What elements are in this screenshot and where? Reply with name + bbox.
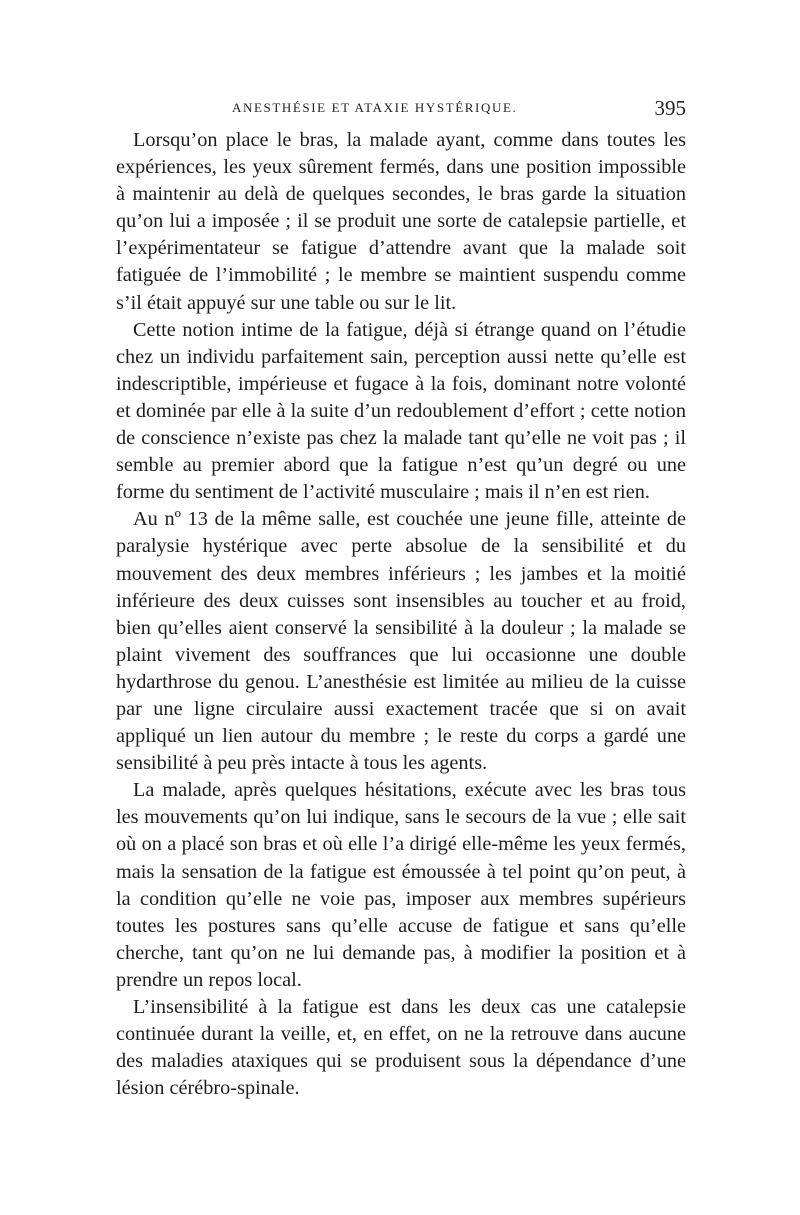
paragraph: Au nº 13 de la même salle, est couchée une jeune fille, atteinte de paralysie hystérique avec perte absolue de la sensibilité et du mouvement des deux membres inférieurs ; les jambes et la moitié inférieure des deux cuisses sont insensibles au toucher et au froid, bien qu’elles aient conservé la sensibilité à la douleur ; la malade se plaint vivement des souffrances que lui occasionne une double hydarthrose du genou. L’anesthésie est limitée au milieu de la cuisse par une ligne circulaire aussi exactement tracée que si on avait appliqué un lien autour du membre ; le reste du corps a gardé une sensibilité à peu près intacte à tous les agents. [116,508,686,775]
running-title: ANESTHÉSIE ET ATAXIE HYSTÉRIQUE. [232,100,518,115]
paragraph: La malade, après quelques hésitations, exécute avec les bras tous les mouvements qu’on lui indique, sans le secours de la vue ; elle sait où on a placé son bras et où elle l’a dirigé elle-même les yeux fermés, mais la sensation de la fatigue est émoussée à tel point qu’on peut, à la condition qu’elle ne voie pas, imposer aux membres supérieurs toutes les postures sans qu’elle accuse de fatigue et sans qu’elle cherche, tant qu’on ne lui demande pas, à modifier la position et à prendre un repos local. [116,779,686,991]
paragraph: Cette notion intime de la fatigue, déjà si étrange quand on l’étudie chez un individu parfaitement sain, perception aussi nette qu’elle est indescriptible, impérieuse et fugace à la fois, dominant notre volonté et dominée par elle à la suite d’un redoublement d’effort ; cette notion de conscience n’existe pas chez la malade tant qu’elle ne voit pas ; il semble au premier abord que la fatigue n’est qu’un degré ou une forme du sentiment de l’activité musculaire ; mais il n’en est rien. [116,318,686,504]
page-number: 395 [654,96,686,120]
body-text [116,127,686,1102]
paragraph: L’insensibilité à la fatigue est dans les deux cas une catalepsie continuée durant la veille, et, en effet, on ne la retrouve dans aucune des maladies ataxiques qui se produisent sous la dépendance d’une lésion cérébro-spinale. [116,996,686,1100]
paragraph: Lorsqu’on place le bras, la malade ayant, comme dans toutes les expériences, les yeux sûrement fermés, dans une position impossible à maintenir au delà de quelques secondes, le bras garde la situation qu’on lui a imposée ; il se produit une sorte de catalepsie partielle, et l’expérimentateur se fatigue d’attendre avant que la malade soit fatiguée de l’immobilité ; le membre se maintient suspendu comme s’il était appuyé sur une table ou sur le lit. [116,129,686,314]
running-header [116,96,686,124]
